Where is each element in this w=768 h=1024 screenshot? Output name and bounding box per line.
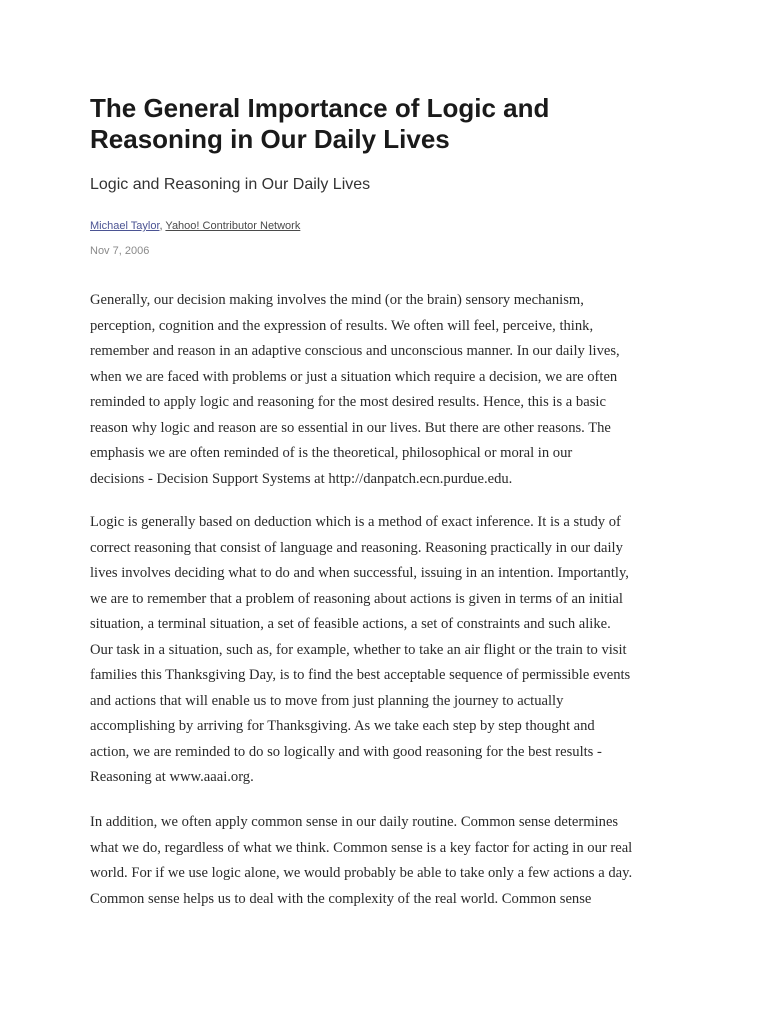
article-title (90, 93, 690, 155)
paragraph-line: when we are faced with problems or just a situation which require a decision, we are often (90, 368, 618, 385)
article-subtitle: Logic and Reasoning in Our Daily Lives (90, 176, 371, 193)
paragraph-line: Common sense helps us to deal with the complexity of the real world. Common sense (90, 890, 592, 907)
paragraph-line: Reasoning at www.aaai.org. (90, 769, 254, 785)
paragraph-line: families this Thanksgiving Day, is to find the best acceptable sequence of permissible events (90, 667, 631, 683)
article-paragraph (90, 510, 690, 791)
paragraph-line: Logic is generally based on deduction which is a method of exact inference. It is a study of (90, 514, 621, 530)
paragraph-line: situation, a terminal situation, a set of feasible actions, a set of constraints and such alike. (90, 616, 611, 632)
paragraph-line: remember and reason in an adaptive conscious and unconscious manner. In our daily lives, (90, 343, 620, 359)
paragraph-line: correct reasoning that consist of language and reasoning. Reasoning practically in our daily (90, 539, 623, 556)
paragraph-line: In addition, we often apply common sense in our daily routine. Common sense determines (90, 814, 619, 830)
publish-date: Nov 7, 2006 (90, 245, 150, 257)
paragraph-line: reminded to apply logic and reasoning for the most desired results. Hence, this is a basic (90, 394, 606, 410)
paragraph-line: accomplishing by arriving for Thanksgiving. As we take each step by step thought and (90, 718, 595, 734)
article-paragraph (90, 288, 690, 492)
article-paragraph (90, 810, 690, 912)
paragraph-line: decisions - Decision Support Systems at http://danpatch.ecn.purdue.edu. (90, 470, 513, 487)
byline (90, 219, 300, 233)
paragraph-line: perception, cognition and the expression of results. We often will feel, perceive, think, (90, 317, 594, 334)
author-link[interactable]: Michael Taylor (90, 220, 160, 232)
paragraph-line: Generally, our decision making involves the mind (or the brain) sensory mechanism, (90, 292, 584, 308)
network-link[interactable]: Yahoo! Contributor Network (165, 220, 301, 232)
article-title-line: The General Importance of Logic and (90, 93, 550, 123)
paragraph-line: reason why logic and reason are so essential in our lives. But there are other reasons. The (90, 419, 611, 436)
paragraph-line: and actions that will enable us to move from just planning the journey to actually (90, 692, 564, 709)
paragraph-line: what we do, regardless of what we think. Common sense is a key factor for acting in our real (90, 839, 633, 856)
paragraph-line: emphasis we are often reminded of is the theoretical, philosophical or moral in our (90, 445, 573, 461)
byline-separator: , (159, 220, 163, 232)
article-title-line: Reasoning in Our Daily Lives (90, 124, 450, 154)
paragraph-line: world. For if we use logic alone, we would probably be able to take only a few actions a day. (90, 865, 633, 881)
paragraph-line: lives involves deciding what to do and when successful, issuing in an intention. Importantly, (90, 565, 629, 581)
paragraph-line: Our task in a situation, such as, for example, whether to take an air flight or the train to visit (90, 641, 627, 658)
paragraph-line: we are to remember that a problem of reasoning about actions is given in terms of an initial (90, 590, 623, 607)
paragraph-line: action, we are reminded to do so logically and with good reasoning for the best results - (90, 743, 602, 760)
